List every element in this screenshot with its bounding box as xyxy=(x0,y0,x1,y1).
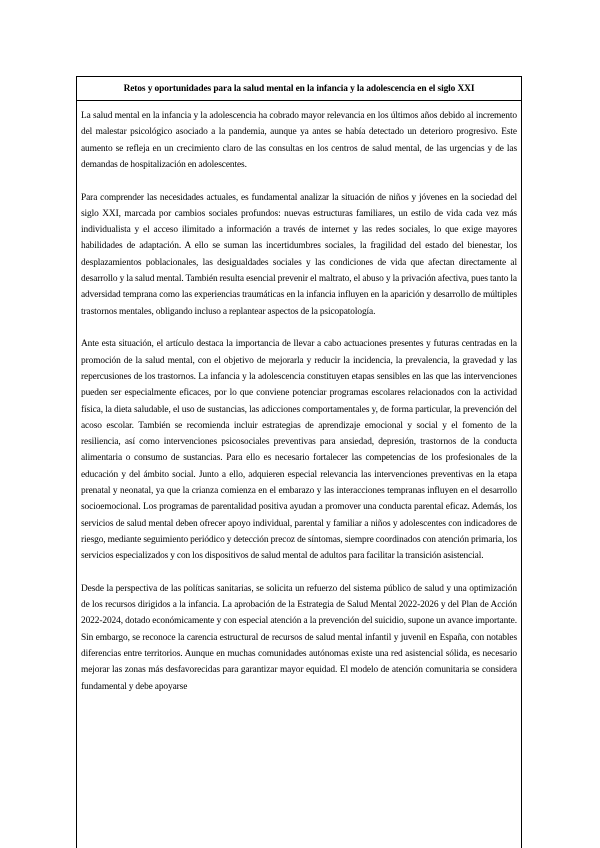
paragraph-policies: Desde la perspectiva de las políticas sanitarias, se solicita un refuerzo del sistema público de salud y una optimización de los recursos dirigidos a la infancia. La aprobación de la Estrategia de Salud Mental 2022-2026 y del Plan de Acción 2022-2024, dotado económicamente y con especial atención a la prevención del suicidio, supone un avance importante. Sin embargo, se reconoce la carencia estructural de recursos de salud mental infantil y juvenil en España, con notables diferencias entre territorios. Aunque en muchas comunidades autónomas existe una red asistencial sólida, es necesario mejorar las zonas más desfavorecidas para garantizar mayor equidad. El modelo de atención comunitaria se considera fundamental y debe apoyarse xyxy=(81,583,517,692)
title-row xyxy=(77,77,521,101)
paragraph-context: Para comprender las necesidades actuales, es fundamental analizar la situación de niños y jóvenes en la sociedad del siglo XXI, marcada por cambios sociales profundos: nuevas estructuras familiares, un estilo de vida cada vez más individualista y el acceso ilimitado a información a través de internet y las redes sociales, lo que exige mayores habilidades de adaptación. A ello se suman las incertidumbres sociales, la fragilidad del estado del bienestar, los desplazamientos poblacionales, las desigualdades sociales y las condiciones de vida que afectan directamente al desarrollo y la salud mental. También resulta esencial prevenir el maltrato, el abuso y la privación afectiva, pues tanto la adversidad temprana como las experiencias traumáticas en la infancia influyen en la aparición y desarrollo de múltiples trastornos mentales, obligando incluso a replantear aspectos de la psicopatología. xyxy=(81,192,517,317)
paragraph-intro: La salud mental en la infancia y la adolescencia ha cobrado mayor relevancia en los últimos años debido al incremento del malestar psicológico asociado a la pandemia, aunque ya antes se había detectado un deterioro progresivo. Este aumento se refleja en un crecimiento claro de las consultas en los centros de salud mental, de las urgencias y de las demandas de hospitalización en adolescentes. xyxy=(81,111,517,170)
document-title: Retos y oportunidades para la salud mental en la infancia y la adolescencia en el siglo XXI xyxy=(123,83,475,94)
document-body xyxy=(77,101,521,695)
document-box xyxy=(76,76,522,848)
paragraph-interventions: Ante esta situación, el artículo destaca la importancia de llevar a cabo actuaciones presentes y futuras centradas en la promoción de la salud mental, con el objetivo de mejorarla y reducir la incidencia, la prevalencia, la gravedad y las repercusiones de los trastornos. La infancia y la adolescencia constituyen etapas sensibles en las que las intervenciones pueden ser especialmente eficaces, por lo que conviene potenciar programas escolares relacionados con la actividad física, la dieta saludable, el uso de sustancias, las adicciones comportamentales y, de forma particular, la prevención del acoso escolar. También se recomienda incluir estrategias de aprendizaje emocional y social y el fomento de la resiliencia, así como intervenciones psicosociales preventivas para ansiedad, depresión, trastornos de la conducta alimentaria o consumo de sustancias. Para ello es necesario fortalecer las competencias de los profesionales de la educación y del ámbito social. Junto a ello, adquieren especial relevancia las intervenciones preventivas en la etapa prenatal y neonatal, ya que la crianza comienza en el embarazo y las interacciones tempranas influyen en el desarrollo socioemocional. Los programas de parentalidad positiva ayudan a promover una conducta parental eficaz. Además, los servicios de salud mental deben ofrecer apoyo individual, parental y familiar a niños y adolescentes con indicadores de riesgo, mediante seguimiento periódico y detección precoz de síntomas, siempre coordinados con atención primaria, los servicios especializados y con los dispositivos de salud mental de adultos para facilitar la transición asistencial. xyxy=(81,339,517,562)
